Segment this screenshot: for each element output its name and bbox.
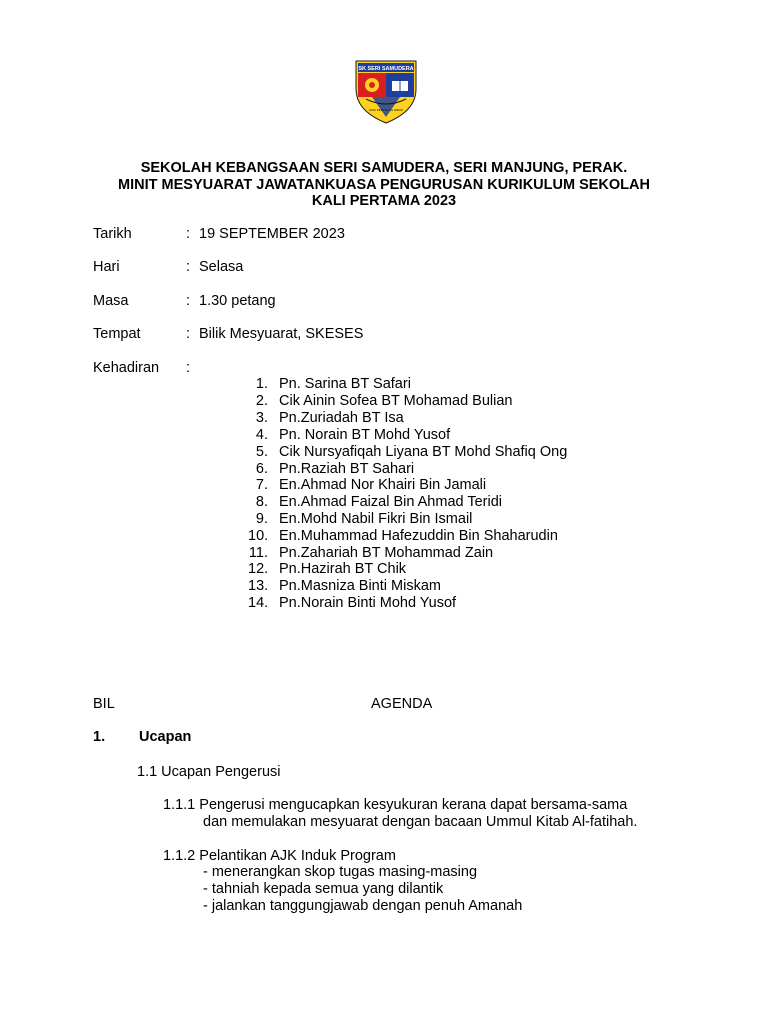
list-item: - menerangkan skop tugas masing-masing [203, 864, 478, 880]
attendance-colon: : [186, 360, 191, 376]
list-item: Pn. Norain BT Mohd Yusof [279, 427, 451, 443]
list-item: Pn.Norain Binti Mohd Yusof [279, 595, 457, 611]
list-item-number: 5. [255, 444, 268, 460]
agenda-point-heading: 1.1.2 Pelantikan AJK Induk Program [163, 848, 396, 864]
list-item: Pn.Zuriadah BT Isa [279, 410, 404, 426]
school-crest-logo [352, 55, 420, 125]
minutes-title-heading: MINIT MESYUARAT JAWATANKUASA PENGURUSAN KURIKULUM SEKOLAH [118, 177, 650, 193]
list-item: Cik Nursyafiqah Liyana BT Mohd Shafiq Ong [279, 444, 568, 460]
list-item-number: 8. [255, 494, 268, 510]
list-item-number: 6. [255, 461, 268, 477]
bil-column-heading: BIL [93, 696, 115, 712]
agenda-point-text-continued: dan memulakan mesyuarat dengan bacaan Ummul Kitab Al-fatihah. [203, 814, 638, 830]
agenda-column-heading: AGENDA [371, 696, 433, 712]
list-item-number: 11. [248, 545, 268, 561]
list-item: En.Mohd Nabil Fikri Bin Ismail [279, 511, 473, 527]
list-item: En.Ahmad Faizal Bin Ahmad Teridi [279, 494, 502, 510]
list-item-number: 3. [255, 410, 268, 426]
date-colon: : [186, 226, 191, 242]
list-item: - tahniah kepada semua yang dilantik [203, 881, 444, 897]
time-value: 1.30 petang [199, 293, 276, 309]
list-item-number: 2. [255, 393, 268, 409]
date-label: Tarikh [93, 226, 132, 242]
list-item: Pn.Hazirah BT Chik [279, 561, 407, 577]
day-label: Hari [93, 259, 120, 275]
list-item-number: 1. [255, 376, 268, 392]
list-item-number: 12. [248, 561, 269, 577]
time-colon: : [186, 293, 191, 309]
list-item: - jalankan tanggungjawab dengan penuh Amanah [203, 898, 523, 914]
list-item-number: 4. [255, 427, 268, 443]
date-value: 19 SEPTEMBER 2023 [199, 226, 345, 242]
day-value: Selasa [199, 259, 244, 275]
list-item: Pn. Sarina BT Safari [279, 376, 411, 392]
time-label: Masa [93, 293, 129, 309]
list-item: En.Ahmad Nor Khairi Bin Jamali [279, 477, 487, 493]
list-item-number: 9. [255, 511, 268, 527]
list-item-number: 14. [248, 595, 269, 611]
list-item-number: 13. [248, 578, 269, 594]
venue-label: Tempat [93, 326, 141, 342]
list-item: Pn.Raziah BT Sahari [279, 461, 415, 477]
venue-colon: : [186, 326, 191, 342]
meeting-session-heading: KALI PERTAMA 2023 [311, 193, 457, 209]
agenda-subitem-heading: 1.1 Ucapan Pengerusi [137, 764, 281, 780]
agenda-point-text: 1.1.1 Pengerusi mengucapkan kesyukuran kerana dapat bersama-sama [163, 797, 628, 813]
attendance-label: Kehadiran [93, 360, 160, 376]
svg-text:ILMU PENYULUH HIDUP: ILMU PENYULUH HIDUP [368, 108, 404, 112]
list-item: En.Muhammad Hafezuddin Bin Shaharudin [279, 528, 558, 544]
list-item-number: 7. [255, 477, 268, 493]
list-item-number: 10. [248, 528, 269, 544]
venue-value: Bilik Mesyuarat, SKESES [199, 326, 364, 342]
svg-text:SK SERI SAMUDERA: SK SERI SAMUDERA [358, 66, 414, 72]
agenda-item-title: Ucapan [139, 729, 192, 745]
day-colon: : [186, 259, 191, 275]
list-item: Pn.Zahariah BT Mohammad Zain [279, 545, 494, 561]
school-name-heading: SEKOLAH KEBANGSAAN SERI SAMUDERA, SERI MANJUNG, PERAK. [140, 160, 628, 176]
list-item: Pn.Masniza Binti Miskam [279, 578, 441, 594]
list-item: Cik Ainin Sofea BT Mohamad Bulian [279, 393, 513, 409]
agenda-item-number: 1. [93, 729, 106, 745]
